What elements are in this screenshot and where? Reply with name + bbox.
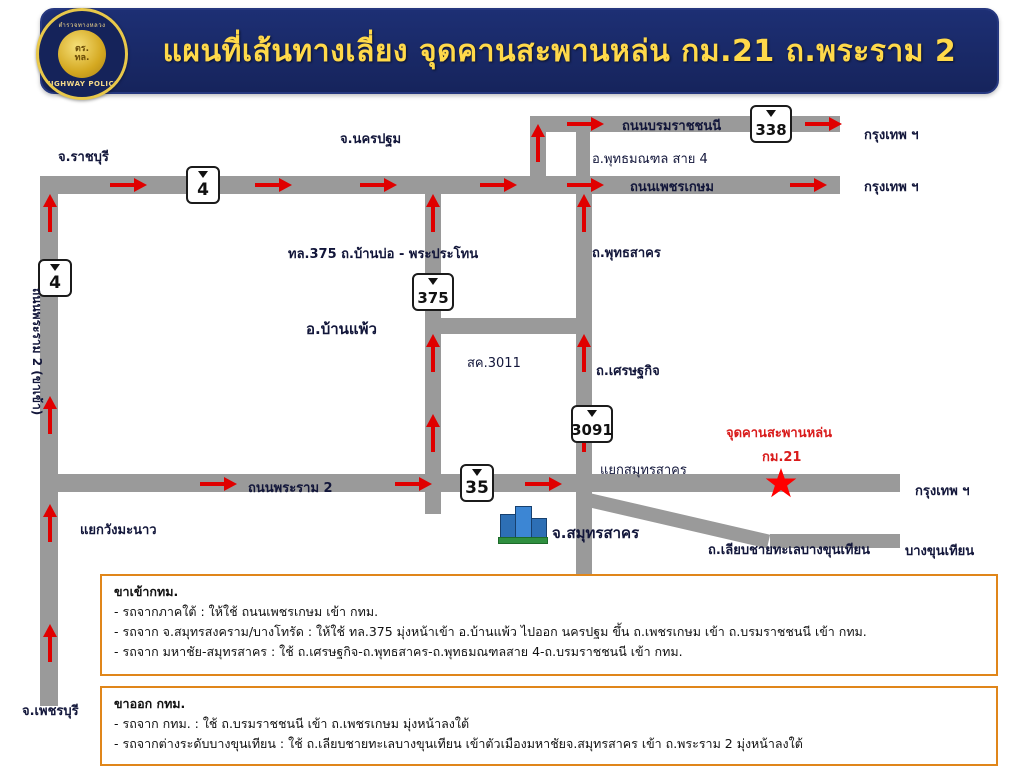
label-bangkok-right: กรุงเทพ ฯ <box>915 484 970 499</box>
shield-4-left: 4 <box>38 259 72 297</box>
inbound-line-3: - รถจาก มหาชัย-สมุทรสาคร : ใช้ ถ.เศรษฐกิจ-ถ.พุทธสาคร-ถ.พุทธมณฑลสาย 4-ถ.บรมราชชนนี เข้า กทม. <box>114 644 683 659</box>
label-vertical-road: ถนนพระราม 2 (ขาเข้า) <box>30 288 44 416</box>
label-yaek-wangmanao: แยกวังมะนาว <box>80 523 157 538</box>
shield-4-top: 4 <box>186 166 220 204</box>
badge-ring-top-text: ตำรวจทางหลวง <box>58 22 106 29</box>
label-nakhon-pathom: จ.นครปฐม <box>340 132 402 147</box>
label-sk3011: สค.3011 <box>467 356 521 371</box>
shield-338: 338 <box>750 105 792 143</box>
label-setthakit: ถ.เศรษฐกิจ <box>596 364 660 379</box>
inbound-line-1: - รถจากภาคใต้ : ให้ใช้ ถนนเพชรเกษม เข้า กทม. <box>114 604 379 619</box>
highway-police-badge-icon <box>36 8 128 100</box>
incident-km: กม.21 <box>762 450 802 465</box>
outbound-line-2: - รถจากต่างระดับบางขุนเทียน : ใช้ ถ.เลียบชายทะเลบางขุนเทียน เข้าตัวเมืองมหาชัยจ.สมุทรสาคร เข้า ถ.พระราม 2 มุ่งหน้าลงใต้ <box>114 736 803 751</box>
label-road-375: ทล.375 ถ.บ้านบ่อ - พระประโทน <box>288 247 479 262</box>
label-yaek-samutsakhon: แยกสมุทรสาคร <box>600 463 687 478</box>
label-bangkhunthian: บางขุนเทียน <box>905 544 975 559</box>
label-phetchaburi: จ.เพชรบุรี <box>22 704 79 719</box>
outbound-info-box <box>100 686 998 766</box>
label-phutthasakhon: ถ.พุทธสาคร <box>592 246 661 261</box>
page-title: แผนที่เส้นทางเลี่ยง จุดคานสะพานหล่น กม.21 ถ.พระราม 2 <box>162 33 957 69</box>
label-bangkok-top: กรุงเทพ ฯ <box>864 128 919 143</box>
badge-center: ตร. ทล. <box>58 30 106 78</box>
label-phetkasem: ถนนเพชรเกษม <box>630 180 714 195</box>
label-ratchaburi: จ.ราชบุรี <box>58 150 109 165</box>
shield-375: 375 <box>412 273 454 311</box>
outbound-line-1: - รถจาก กทม. : ใช้ ถ.บรมราชชนนี เข้า ถ.เพชรเกษม มุ่งหน้าลงใต้ <box>114 716 470 731</box>
road-sk3011 <box>425 318 592 334</box>
label-phutthamonthon-sai4: อ.พุทธมณฑล สาย 4 <box>592 152 708 167</box>
shield-35: 35 <box>460 464 494 502</box>
header-banner <box>40 8 999 94</box>
outbound-title: ขาออก กทม. <box>114 696 186 711</box>
label-rama2: ถนนพระราม 2 <box>248 481 333 496</box>
label-amphoe-banphaeo: อ.บ้านแพ้ว <box>306 320 377 338</box>
inbound-title: ขาเข้ากทม. <box>114 584 179 599</box>
label-borommaratchachonnani: ถนนบรมราชชนนี <box>622 119 722 134</box>
city-building-icon <box>498 506 548 544</box>
badge-ring-bottom-text: HIGHWAY POLICE <box>44 80 120 88</box>
inbound-line-2: - รถจาก จ.สมุทรสงคราม/บางโทรัด : ให้ใช้ ทล.375 มุ่งหน้าเข้า อ.บ้านแพ้ว ไปออก นครปฐม ขึ้น ถ.เพชรเกษม เข้า ถ.บรมราชชนนี เข้า กทม. <box>114 624 867 639</box>
inbound-info-box <box>100 574 998 676</box>
incident-title: จุดคานสะพานหล่น <box>726 426 833 441</box>
label-bangkok-mid: กรุงเทพ ฯ <box>864 180 919 195</box>
shield-3091: 3091 <box>571 405 613 443</box>
label-samutsakhon: จ.สมุทรสาคร <box>552 524 640 542</box>
label-liap-chaithale: ถ.เลียบชายทะเลบางขุนเทียน <box>708 543 870 558</box>
road-phetkasem <box>40 176 840 194</box>
